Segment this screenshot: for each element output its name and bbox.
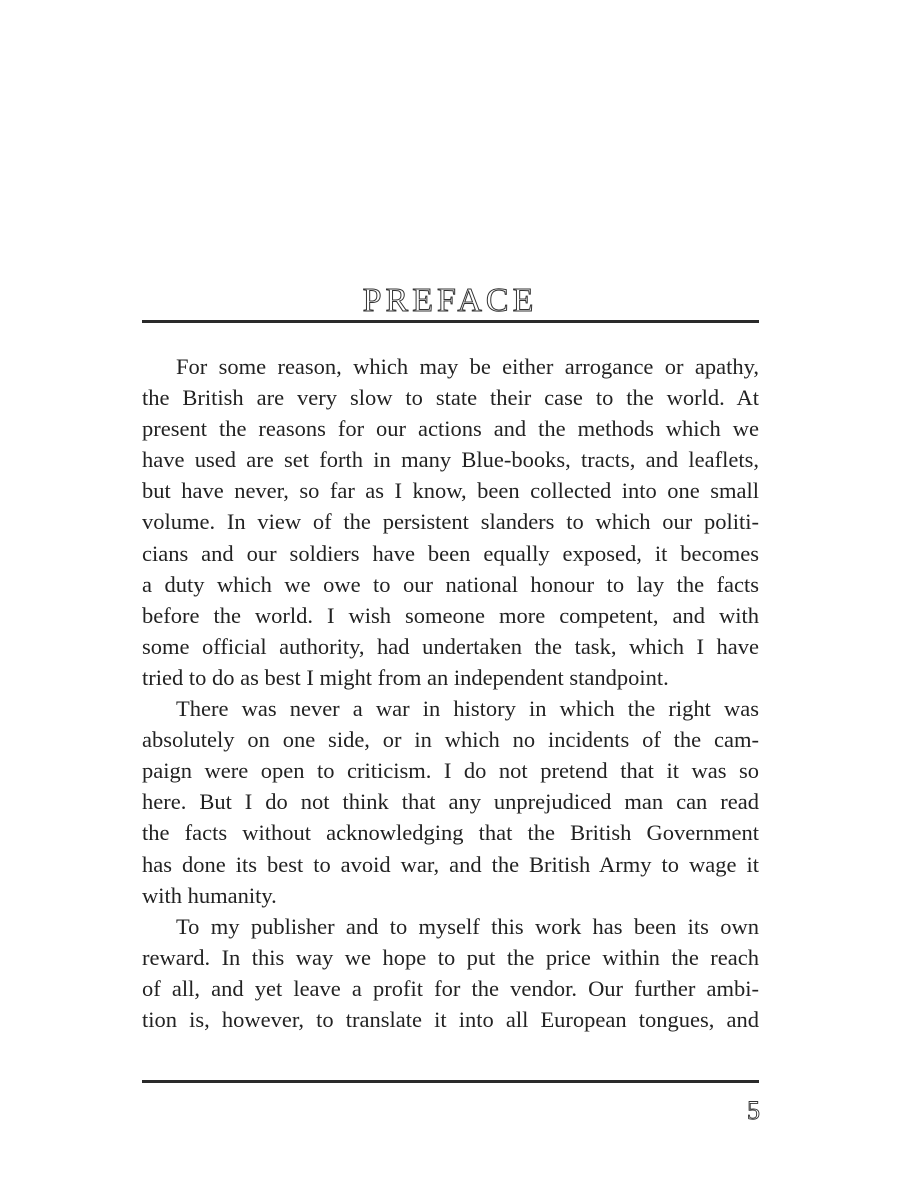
text-line: the British are very slow to state their case to the world. At: [142, 385, 759, 411]
text-line: has done its best to avoid war, and the British Army to wage it: [142, 851, 759, 877]
text-line: paign were open to criticism. I do not pretend that it was so: [142, 758, 759, 784]
text-line: but have never, so far as I know, been collected into one small: [142, 478, 759, 504]
text-line: tion is, however, to translate it into all European tongues, and: [142, 1006, 759, 1032]
text-line: before the world. I wish someone more competent, and with: [142, 602, 759, 628]
text-line: volume. In view of the persistent slanders to which our politi-: [142, 509, 759, 535]
footer-rule: [142, 1080, 759, 1083]
text-line: reward. In this way we hope to put the price within the reach: [142, 944, 759, 970]
text-line: present the reasons for our actions and the methods which we: [142, 416, 759, 442]
text-line: There was never a war in history in which the right was: [176, 696, 759, 722]
body-text: [142, 351, 759, 1035]
text-line: with humanity.: [142, 882, 277, 908]
header-rule: [142, 320, 759, 323]
text-line: To my publisher and to myself this work has been its own: [176, 913, 759, 939]
text-line: some official authority, had undertaken the task, which I have: [142, 633, 759, 659]
text-line: tried to do as best I might from an independent standpoint.: [142, 664, 669, 690]
text-line: cians and our soldiers have been equally exposed, it becomes: [142, 540, 759, 566]
text-line: absolutely on one side, or in which no incidents of the cam-: [142, 727, 759, 753]
text-line: have used are set forth in many Blue-books, tracts, and leaflets,: [142, 447, 759, 473]
text-line: a duty which we owe to our national honour to lay the facts: [142, 571, 759, 597]
text-line: here. But I do not think that any unprejudiced man can read: [142, 789, 759, 815]
page-title: PREFACE: [362, 281, 538, 319]
text-line: the facts without acknowledging that the British Government: [142, 820, 759, 846]
text-line: For some reason, which may be either arrogance or apathy,: [176, 354, 759, 379]
page-number: 5: [747, 1096, 760, 1125]
text-line: of all, and yet leave a profit for the vendor. Our further ambi-: [142, 975, 759, 1001]
